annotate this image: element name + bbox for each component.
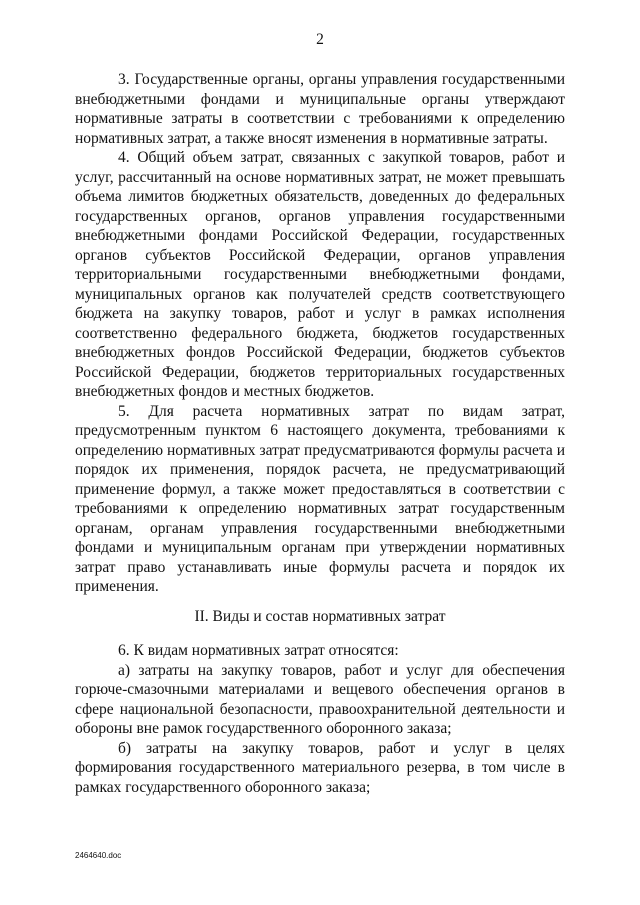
paragraph-6a: а) затраты на закупку товаров, работ и услуг для обеспечения горюче-смазочными материалами и вещевого обеспечения органов в сфере национальной безопасности, правоохранительной деятельности и обороны вне рамок государственного оборонного заказа; <box>75 661 565 737</box>
footer-file-code: 2464640.doc <box>75 851 122 860</box>
paragraph-5: 5. Для расчета нормативных затрат по видам затрат, предусмотренным пунктом 6 настоящего документа, требованиями к определению нормативных затрат предусматриваются формулы расчета и порядок их применения, порядок расчета, не предусматривающий применение формул, а также может предоставляться в соответствии с требованиями к определению нормативных затрат государственным органам, органам управления государственными внебюджетными фондами и муниципальным органам при утверждении нормативных затрат право устанавливать иные формулы расчета и порядок их применения. <box>75 402 565 595</box>
page-number: 2 <box>316 31 324 48</box>
section-heading: II. Виды и состав нормативных затрат <box>194 607 446 625</box>
paragraph-6b: б) затраты на закупку товаров, работ и услуг в целях формирования государственного материального резерва, в том числе в рамках государственного оборонного заказа; <box>75 739 565 796</box>
document-body <box>75 70 565 797</box>
paragraph-3: 3. Государственные органы, органы управления государственными внебюджетными фондами и муниципальные органы утверждают нормативные затраты в соответствии с требованиями к определению нормативных затрат, а также вносят изменения в нормативные затраты. <box>75 71 565 147</box>
paragraph-4: 4. Общий объем затрат, связанных с закупкой товаров, работ и услуг, рассчитанный на основе нормативных затрат, не может превышать объема лимитов бюджетных обязательств, доведенных до федеральных государственных органов, органов управления государственными внебюджетными фондами Российской Федерации, государственных органов субъектов Российской Федерации, органов управления территориальными государственными внебюджетными фондами, муниципальных органов как получателей средств соответствующего бюджета на закупку товаров, работ и услуг в рамках исполнения соответственно федерального бюджета, бюджетов государственных внебюджетных фондов Российской Федерации, бюджетов субъектов Российской Федерации, бюджетов территориальных государственных внебюджетных фондов и местных бюджетов. <box>75 149 565 400</box>
paragraph-6: 6. К видам нормативных затрат относятся: <box>118 642 399 659</box>
